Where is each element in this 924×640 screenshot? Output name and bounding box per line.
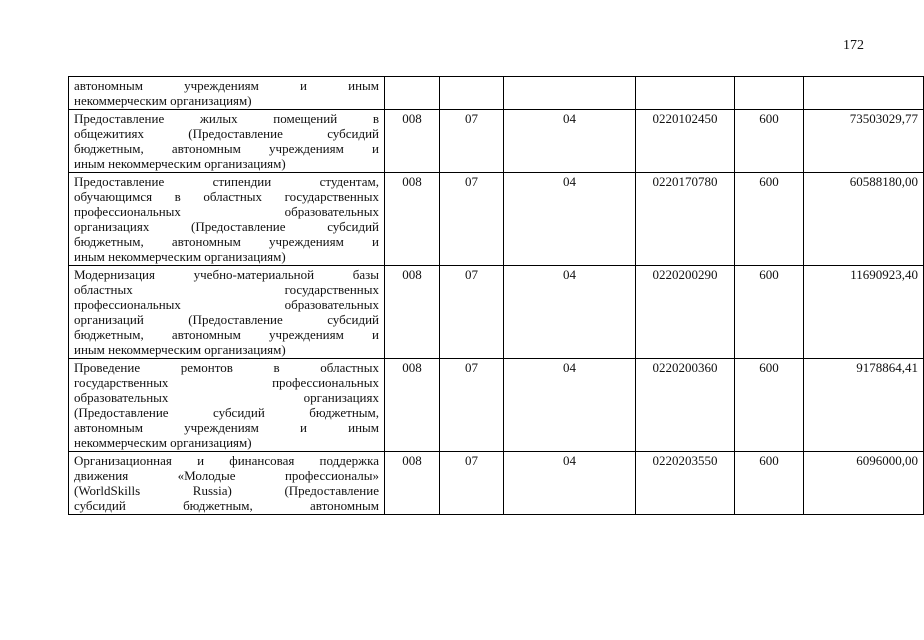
expense-name-line: некоммерческим организациям) xyxy=(74,435,252,450)
expense-name-cell xyxy=(69,452,385,515)
section-code-cell: 07 xyxy=(440,173,504,266)
expense-name-line: автономным учреждениям и иным xyxy=(74,78,379,93)
expense-name-line: иным некоммерческим организациям) xyxy=(74,156,286,171)
section-code-cell: 07 xyxy=(440,452,504,515)
table-row xyxy=(69,173,924,266)
expense-name-line: Предоставление стипендии студентам, xyxy=(74,174,379,189)
expense-name-line: некоммерческим организациям) xyxy=(74,93,252,108)
section-code-cell: 07 xyxy=(440,266,504,359)
amount-cell: 6096000,00 xyxy=(804,452,924,515)
page-number: 172 xyxy=(843,38,864,53)
table-row xyxy=(69,452,924,515)
subsection-code-cell: 04 xyxy=(504,110,636,173)
table-row xyxy=(69,110,924,173)
expense-name-line: бюджетным, автономным учреждениям и xyxy=(74,234,379,249)
table-row xyxy=(69,77,924,110)
expense-name-line: бюджетным, автономным учреждениям и xyxy=(74,141,379,156)
subsection-code-cell: 04 xyxy=(504,266,636,359)
ved-code-cell: 008 xyxy=(385,110,440,173)
ved-code-cell: 008 xyxy=(385,452,440,515)
table-row xyxy=(69,359,924,452)
budget-table xyxy=(68,76,924,515)
expense-name-line: Предоставление жилых помещений в xyxy=(74,111,379,126)
subsection-code-cell: 04 xyxy=(504,452,636,515)
expense-name-line: Модернизация учебно-материальной базы xyxy=(74,267,379,282)
expense-type-cell: 600 xyxy=(735,266,804,359)
ved-code-cell: 008 xyxy=(385,359,440,452)
expense-name-line: государственных профессиональных xyxy=(74,375,379,390)
target-article-cell: 0220200360 xyxy=(636,359,735,452)
expense-name-line: движения «Молодые профессионалы» xyxy=(74,468,379,483)
table-body xyxy=(69,77,924,515)
target-article-cell: 0220170780 xyxy=(636,173,735,266)
expense-name-line: организациях (Предоставление субсидий xyxy=(74,219,379,234)
amount-cell: 9178864,41 xyxy=(804,359,924,452)
expense-name-line: организаций (Предоставление субсидий xyxy=(74,312,379,327)
expense-type-cell: 600 xyxy=(735,110,804,173)
expense-name-line: (Предоставление субсидий бюджетным, xyxy=(74,405,379,420)
expense-name-cell xyxy=(69,110,385,173)
expense-type-cell xyxy=(735,77,804,110)
target-article-cell xyxy=(636,77,735,110)
expense-name-line: профессиональных образовательных xyxy=(74,297,379,312)
amount-cell: 73503029,77 xyxy=(804,110,924,173)
expense-name-line: бюджетным, автономным учреждениям и xyxy=(74,327,379,342)
amount-cell xyxy=(804,77,924,110)
expense-name-cell xyxy=(69,266,385,359)
expense-name-line: субсидий бюджетным, автономным xyxy=(74,498,379,513)
expense-type-cell: 600 xyxy=(735,173,804,266)
expense-name-line: иным некоммерческим организациям) xyxy=(74,342,286,357)
expense-name-line: автономным учреждениям и иным xyxy=(74,420,379,435)
expense-name-line: общежитиях (Предоставление субсидий xyxy=(74,126,379,141)
subsection-code-cell: 04 xyxy=(504,359,636,452)
expense-type-cell: 600 xyxy=(735,359,804,452)
section-code-cell: 07 xyxy=(440,359,504,452)
ved-code-cell xyxy=(385,77,440,110)
expense-name-line: иным некоммерческим организациям) xyxy=(74,249,286,264)
expense-name-line: профессиональных образовательных xyxy=(74,204,379,219)
amount-cell: 60588180,00 xyxy=(804,173,924,266)
target-article-cell: 0220200290 xyxy=(636,266,735,359)
ved-code-cell: 008 xyxy=(385,173,440,266)
target-article-cell: 0220102450 xyxy=(636,110,735,173)
subsection-code-cell xyxy=(504,77,636,110)
section-code-cell: 07 xyxy=(440,110,504,173)
expense-name-line: областных государственных xyxy=(74,282,379,297)
ved-code-cell: 008 xyxy=(385,266,440,359)
amount-cell: 11690923,40 xyxy=(804,266,924,359)
expense-name-line: (WorldSkills Russia) (Предоставление xyxy=(74,483,379,498)
expense-name-cell xyxy=(69,77,385,110)
target-article-cell: 0220203550 xyxy=(636,452,735,515)
expense-name-cell xyxy=(69,359,385,452)
table-row xyxy=(69,266,924,359)
expense-name-line: образовательных организациях xyxy=(74,390,379,405)
expense-type-cell: 600 xyxy=(735,452,804,515)
expense-name-line: обучающимся в областных государственных xyxy=(74,189,379,204)
section-code-cell xyxy=(440,77,504,110)
expense-name-line: Проведение ремонтов в областных xyxy=(74,360,379,375)
subsection-code-cell: 04 xyxy=(504,173,636,266)
expense-name-cell xyxy=(69,173,385,266)
expense-name-line: Организационная и финансовая поддержка xyxy=(74,453,379,468)
